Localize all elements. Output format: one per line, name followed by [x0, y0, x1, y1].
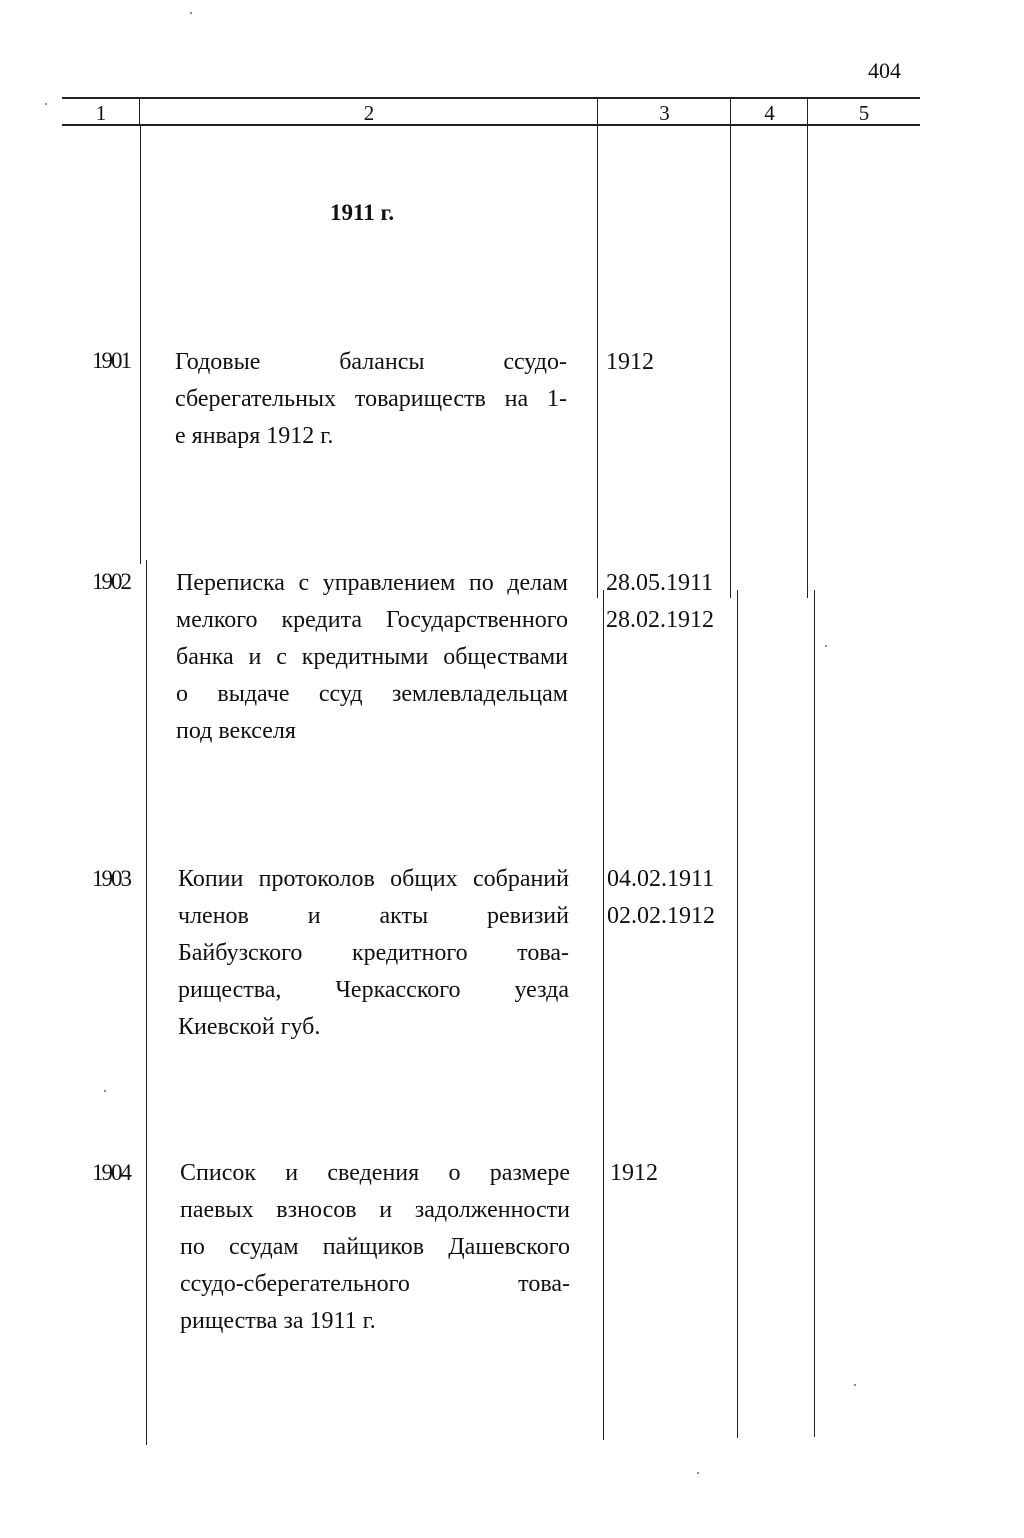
description-line: Киевской губ. [178, 1014, 321, 1040]
description-line: рищества, Черкасского уезда [178, 977, 569, 1003]
inventory-number: 1903 [92, 866, 130, 891]
date: 02.02.1912 [607, 903, 715, 929]
date: 1912 [606, 349, 654, 375]
scan-speck [45, 103, 47, 105]
date: 04.02.1911 [607, 866, 715, 892]
file-dates [610, 1155, 658, 1192]
inventory-number: 1902 [92, 569, 130, 594]
description-line: Байбузского кредитного това- [178, 940, 569, 966]
column-divider-1-2-body [140, 124, 141, 564]
column-divider-2-3-lower [603, 590, 604, 1440]
date: 1912 [610, 1160, 658, 1186]
inventory-number: 1901 [92, 348, 130, 373]
description-line: мелкого кредита Государственного [176, 607, 568, 633]
column-divider-4-5 [807, 98, 808, 598]
file-dates [607, 861, 715, 935]
column-header-1: 1 [95, 101, 107, 125]
date: 28.02.1912 [606, 607, 714, 633]
file-dates [606, 565, 714, 639]
description-line: Копии протоколов общих собраний [178, 866, 569, 892]
scan-speck [104, 1090, 106, 1092]
file-description [176, 565, 568, 750]
description-line: под векселя [176, 718, 296, 744]
inventory-number: 1904 [92, 1160, 130, 1185]
description-line: банка и с кредитными обществами [176, 644, 568, 670]
description-line: е января 1912 г. [175, 423, 334, 449]
description-line: паевых взносов и задолженности [180, 1197, 570, 1223]
column-divider-4-5-lower [814, 590, 815, 1437]
column-divider-3-4-lower [737, 590, 738, 1438]
column-header-2: 2 [363, 101, 375, 125]
file-description [175, 344, 567, 455]
scan-speck [697, 1472, 699, 1474]
file-description [180, 1155, 570, 1340]
description-line: ссудо-сберегательного това- [180, 1271, 570, 1297]
description-line: Переписка с управлением по делам [176, 570, 568, 596]
scan-speck [190, 12, 192, 14]
scan-speck [854, 1384, 856, 1386]
file-description [178, 861, 569, 1046]
description-line: о выдаче ссуд землевладельцам [176, 681, 568, 707]
description-line: по ссудам пайщиков Дашевского [180, 1234, 570, 1260]
column-divider-2-3 [597, 98, 598, 598]
column-header-3: 3 [659, 101, 670, 125]
column-divider-1-2-body-lower [146, 560, 147, 1445]
description-line: рищества за 1911 г. [180, 1308, 376, 1334]
column-header-5: 5 [858, 101, 870, 125]
file-dates [606, 344, 654, 381]
page-number: 404 [868, 58, 901, 83]
description-line: Список и сведения о размере [180, 1160, 570, 1186]
date: 28.05.1911 [606, 570, 714, 596]
column-divider-3-4 [730, 98, 731, 598]
scan-speck [825, 645, 827, 647]
column-header-4: 4 [764, 101, 775, 125]
description-line: Годовые балансы ссудо- [175, 349, 567, 375]
description-line: сберегательных товариществ на 1- [175, 386, 567, 412]
description-line: членов и акты ревизий [178, 903, 569, 929]
table-top-rule [62, 97, 920, 99]
year-section-heading: 1911 г. [330, 200, 395, 225]
